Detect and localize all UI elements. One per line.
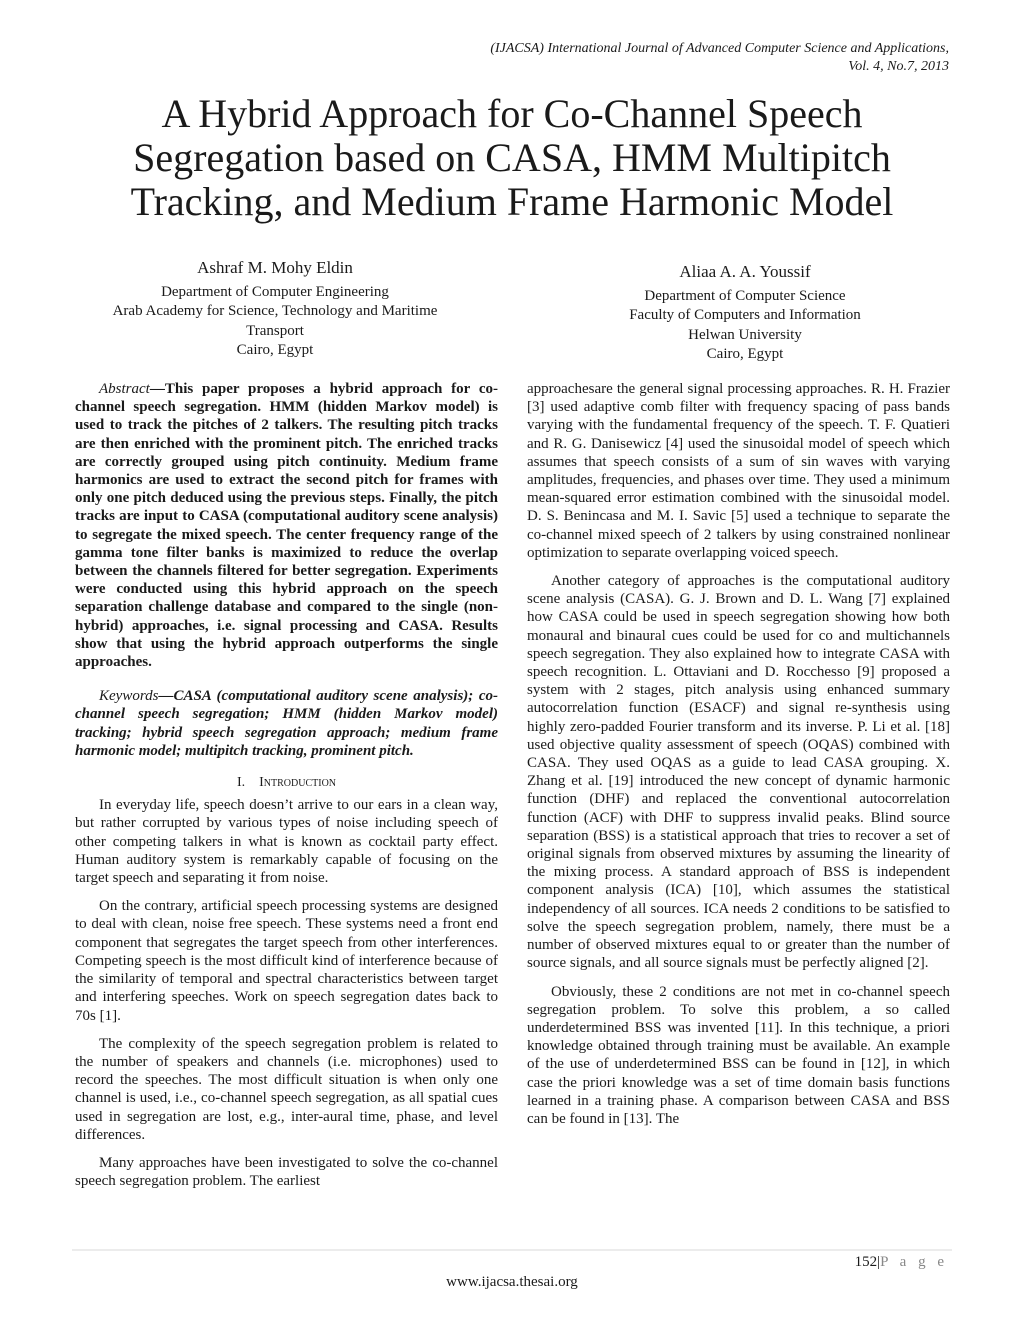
title-line: A Hybrid Approach for Co-Channel Speech [161,91,863,136]
paragraph: Another category of approaches is the computational auditory scene analysis (CASA). G. J. Brown and D. L. Wang [7] explained how CASA could be used in speech segregation showing how both monaural and binaural cues could be used for co and multichannels speech segregation. They also explained how to integrate CASA with speech recognition. L. Ottaviani and D. Rocchesso [9] proposed a system with 2 stages, pitch analysis using enhanced summary autocorrelation function (ESACF) and signal re-synthesis using highly zero-padded Fourier transform and its inverse. P. Li et al. [18] used objective quality assessment of speech (OQAS) combined with CASA. They used OQAS as a guide to lead CASA grouping. X. Zhang et al. [19] introduced the new concept of dynamic harmonic function (DHF) and replaced the conventional autocorrelation function (ACF) with DHF to suppress invalid peaks. Blind source separation (BSS) is a statistical approach that tries to recover a set of original signals from observed mixtures by assuming the linearity of the mixing process. A standard approach of BSS is independent component analysis (ICA) [10], which assumes the statistical independency of all sources. ICA needs 2 conditions to be satisfied to solve the speech segregation problem, namely, there must be a number of observed mixtures equal to or greater than the number of source signals, and all source signals must be perfectly aligned [2]. [527,573,950,972]
right-column [527,380,950,1138]
paragraph: In everyday life, speech doesn’t arrive to our ears in a clean way, but rather corrupted by various types of noise including speech of other competing talkers in what is known as cocktail party effect. Human auditory system is remarkably capable of focusing on the target speech and separating it from noise. [75,797,498,887]
abstract-text: —This paper proposes a hybrid approach for co-channel speech segregation. HMM (hidden Markov model) is used to track the pitches of 2 talkers. The resulting pitch tracks are then enriched with the prominent pitch. The enriched tracks are correctly grouped using pitch continuity. Medium frame harmonics are used to extract the second pitch for frames with only one pitch deduced using the previous steps. Finally, the pitch tracks are input to CASA (computational auditory scene analysis) to segregate the mixed speech. The center frequency range of the gamma tone filter banks is maximized to reduce the overlap between the channels filtered for better segregation. Experiments were conducted using this hybrid approach on the speech separation challenge database and compared to the single (non-hybrid) approaches, i.e. signal processing and CASA. Results show that using the hybrid approach outperforms the single approaches. [75,381,498,671]
keywords-text: —CASA (computational auditory scene analysis); co-channel speech segregation; HMM (hidden Markov model) tracking; hybrid speech segregation approach; medium frame harmonic model; multipitch tracking, prominent pitch. [75,688,498,759]
author-name: Ashraf M. Mohy Eldin [197,258,353,277]
section-number: I. [236,775,246,791]
journal-name: (IJACSA) International Journal of Advanced Computer Science and Applications, [490,41,949,56]
footer-divider [72,1249,952,1251]
section-heading [75,774,498,792]
author-affiliation: Department of Computer Science [644,287,846,304]
title-line: Segregation based on CASA, HMM Multipitch [133,135,891,180]
footer-url: www.ijacsa.thesai.org [446,1274,578,1290]
keywords-label: Keywords [99,688,159,705]
abstract-label: Abstract [99,381,150,397]
author-affiliation: Arab Academy for Science, Technology and Maritime [112,303,438,319]
author-affiliation: Transport [246,322,304,339]
author-affiliation: Cairo, Egypt [706,346,784,362]
author-affiliation: Faculty of Computers and Information [629,307,861,323]
author-1 [75,258,475,361]
journal-header [490,40,949,76]
author-affiliation: Helwan University [688,326,802,343]
page-number [855,1254,948,1271]
keywords [75,687,498,760]
author-affiliation: Cairo, Egypt [236,342,314,358]
page-number-value: 152 [854,1254,878,1270]
author-name: Aliaa A. A. Youssif [679,262,811,281]
paragraph: Many approaches have been investigated to solve the co-channel speech segregation problem. The earliest [75,1154,498,1190]
left-column [75,380,498,1200]
page-separator: | [877,1254,881,1270]
journal-volume: Vol. 4, No.7, 2013 [848,59,949,74]
author-2 [545,262,945,365]
paragraph: approachesare the general signal processing approaches. R. H. Frazier [3] used adaptive comb filter with frequency spacing of pass bands varying with the fundamental frequency of the speech. T. F. Quatieri and R. G. Danisewicz [4] used the sinusoidal model of speech which assumes that speech consists of a sum of sin waves with varying amplitudes, frequencies, and phases over time. They used a minimum mean-squared error estimation combined with the sinusoidal model. D. S. Benincasa and M. I. Savic [5] used a technique to separate the co-channel mixed speech of 2 talkers by using constrained nonlinear optimization to separate overlapping voiced speech. [527,381,950,561]
paragraph: The complexity of the speech segregation problem is related to the number of speakers and channels (i.e. microphones) used to record the speeches. The most difficult situation is when only one channel is used, i.e., co-channel speech segregation, as all spatial cues used in segregation are lost, e.g., inter-aural time, phase, and level differences. [75,1035,498,1143]
title-line: Tracking, and Medium Frame Harmonic Model [130,179,894,224]
abstract [75,380,498,671]
section-title: Introduction [259,775,337,791]
paragraph: Obviously, these 2 conditions are not met in co-channel speech segregation problem. To solve this problem, a so called underdetermined BSS was invented [11]. In this technique, a priori knowledge obtained through training must be available. An example of the use of underdetermined BSS can be found in [12], in which case the priori knowledge was a set of time domain basis functions learned in a training phase. A comparison between CASA and BSS can be found in [13]. The [527,983,950,1127]
author-affiliation: Department of Computer Engineering [161,283,389,300]
paragraph: On the contrary, artificial speech processing systems are designed to deal with clean, noise free speech. These systems need a front end component that segregates the target speech from other interferences. Competing speech is the most difficult kind of interference because of the similarity of temporal and spectral characteristics between target and interfering speeches. Work on speech segregation dates back to 70s [1]. [75,898,498,1024]
page-word: P a g e [880,1254,948,1270]
paper-title [60,92,964,224]
